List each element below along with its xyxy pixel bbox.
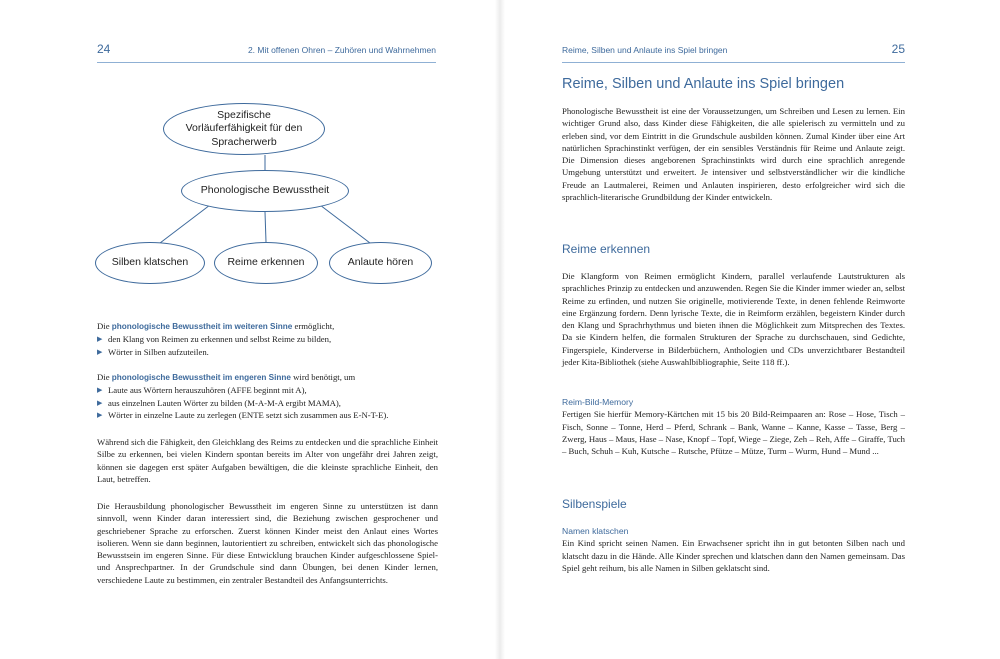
- bullet-triangle-icon: ▶: [97, 410, 103, 419]
- right-header-rule: [562, 62, 905, 63]
- sub-heading-reim-bild-memory: Reim-Bild-Memory: [562, 397, 634, 407]
- diagram-node-silben: Silben klatschen: [95, 242, 205, 284]
- paragraph-text: Ein Kind spricht seinen Namen. Ein Erwachsener spricht ihn in gut betonten Silben nach und klatscht dazu in die Hände. Alle Kinder sprechen und klatschen dann den Namen gemeinsam. Das Spiel geht reihum, bis alle Namen in Silben geklatscht sind.: [562, 538, 905, 573]
- paragraph-text: Die Klangform von Reimen ermöglicht Kindern, parallel verlaufende Lautstrukturen als sprachliches Prinzip zu entdecken und anzuwenden. Regen Sie die Kinder immer wieder an, selbst Reime zu erfinden, und nutzen Sie originelle, motivierende Texte, in denen fehlende Reimworte eine Ergänzung fordern. Denn lyrische Texte, die in Reimform erzählen, begeistern Kinder durch den Klang und Sprachrhythmus und bieten ihnen die Möglichkeit zum Mitsprechen des Textes. Da sie Kindern helfen, die formalen Strukturen der Sprache zu durchschauen, sind Gedichte, Fingerspiele, Kinderverse in Bilderbüchern, Anthologien und CDs unverzichtbarer Bestandteil jeder Kita-Bibliothek (siehe Auswahlbibliographie, Seite 118 ff.).: [562, 271, 905, 368]
- page-title: Reime, Silben und Anlaute ins Spiel bringen: [562, 76, 845, 92]
- list-item: [97, 333, 442, 345]
- namen-klatschen-block: [562, 525, 905, 574]
- list-item: [97, 384, 442, 396]
- diagram-node-middle: Phonologische Bewusstheit: [181, 170, 349, 212]
- wider-intro-after: ermöglicht,: [292, 321, 335, 331]
- right-page-number: 25: [891, 42, 905, 56]
- left-page: [0, 0, 495, 659]
- list-item-text: aus einzelnen Lauten Wörter zu bilden (M-A-M-A ergibt MAMA),: [108, 397, 341, 408]
- bullet-triangle-icon: ▶: [97, 335, 103, 344]
- phonology-diagram: [90, 95, 450, 295]
- diagram-node-anlaute: Anlaute hören: [329, 242, 432, 284]
- narrow-intro-before: Die: [97, 372, 112, 382]
- reim-bild-memory-block: [562, 396, 905, 457]
- wider-intro-before: Die: [97, 321, 112, 331]
- connector-middle-right: [320, 205, 370, 243]
- right-page: [505, 0, 1000, 659]
- section-heading-silben: Silbenspiele: [562, 497, 627, 511]
- connector-middle-left: [160, 205, 210, 243]
- sub-heading-namen-klatschen: Namen klatschen: [562, 526, 629, 536]
- left-running-head-text: 2. Mit offenen Ohren – Zuhören und Wahrnehmen: [247, 45, 436, 55]
- list-item: [97, 346, 442, 358]
- wider-sense-highlight: phonologische Bewusstheit im weiteren Sinne: [111, 322, 293, 331]
- paragraph-text: Die Herausbildung phonologischer Bewusstheit im engeren Sinne zu unterstützen ist dann sinnvoll, wenn Kinder daran interessiert sind, die Beziehung zwischen gesprochener und geschriebener Sprache zu erforschen. Zuerst können Kinder meist den Anlaut eines Wortes isolieren. Wenn sie dann beginnen, lautorientiert zu schreiben, entwickelt sich das phonologische Bewusstsein im engeren Sinne. Für diese Entwicklung brauchen Kinder aufgeschlossene Spiel- und Ansprechpartner. In der Grundschule sind dann Übungen, bei denen Kinder lernen, verschiedene Laute zu bestimmen, ein zentraler Bestandteil des Anfangsunterrichts.: [97, 501, 438, 585]
- right-running-head: [562, 40, 905, 60]
- list-item: [97, 409, 442, 421]
- bullet-triangle-icon: ▶: [97, 386, 103, 395]
- narrow-intro-after: wird benötigt, um: [290, 372, 356, 382]
- right-running-head-text: Reime, Silben und Anlaute ins Spiel bringen: [562, 45, 728, 55]
- book-gutter: [495, 0, 505, 659]
- paragraph-text: Fertigen Sie hierfür Memory-Kärtchen mit 15 bis 20 Bild-Reimpaaren an: Rose – Hose, Tisch – Fisch, Sonne – Tonne, Herd – Pferd, Schrank – Bank, Wanne – Kanne, Kasse – Tasse, Berg – Zwerg, Haus – Maus, Hase – Nase, Knopf – Topf, Wiege – Ziege, Zeh – Reh, Affe – Giraffe, Tuch – Buch, Schuh – Kuh, Kutsche – Rutsche, Pfütze – Mütze, Turm – Wurm, Hund – Mund ...: [562, 409, 905, 457]
- left-paragraph-2: [97, 500, 438, 586]
- reime-paragraph: [562, 270, 905, 368]
- paragraph-text: Phonologische Bewusstheit ist eine der Voraussetzungen, um Schreiben und Lesen zu lernen. Ein wichtiger Grund also, dass Kinder diese Fähigkeiten, die alle spielerisch zu vermitteln und zu erleben sind, vor dem Eintritt in die Grundschule ausbilden können. Zumal Kinder über eine Art natürlichen Sprachinstinkt verfügen, der ein sensibles Verständnis für Reime und Anlaute zeigt. Die Dimension dieses angeborenen Sprachinstinkts wird durch eine sprachlich anregende Umgebung unterstützt und erweitert. Je intensiver und selbstverständlicher wir die kindliche Freude an Lautmalerei, Reimen und Anlauten inspirieren, desto erfolgreicher wird sich die sprachlich-literarische Grundbildung der Kinder entwickeln.: [562, 106, 905, 203]
- left-page-number: 24: [97, 42, 111, 56]
- narrow-sense-intro: [97, 371, 442, 384]
- list-item-text: Wörter in Silben aufzuteilen.: [108, 346, 209, 357]
- left-header-rule: [97, 62, 436, 63]
- wider-sense-list: [97, 333, 442, 358]
- intro-paragraph: [562, 105, 905, 203]
- wider-sense-block: [97, 320, 442, 358]
- left-running-head: [97, 40, 436, 60]
- narrow-sense-block: [97, 371, 442, 421]
- narrow-sense-highlight: phonologische Bewusstheit im engeren Sinne: [111, 373, 291, 382]
- diagram-node-reime: Reime erkennen: [214, 242, 318, 284]
- list-item-text: Wörter in einzelne Laute zu zerlegen (ENTE setzt sich zusammen aus E-N-T-E).: [108, 409, 389, 420]
- list-item-text: den Klang von Reimen zu erkennen und selbst Reime zu bilden,: [108, 334, 332, 345]
- paragraph-text: Während sich die Fähigkeit, den Gleichklang des Reims zu entdecken und die sprachliche Einheit Silbe zu erkennen, bei vielen Kindern spontan bereits im Alter von ungefähr drei Jahren zeigt, können sie dagegen erst später Aufgaben bewältigen, die die kleinste sprachliche Einheit, den Laut, betreffen.: [97, 437, 438, 484]
- left-paragraph-1: [97, 436, 438, 485]
- wider-sense-intro: [97, 320, 442, 333]
- connector-middle-center: [265, 212, 266, 242]
- bullet-triangle-icon: ▶: [97, 398, 103, 407]
- list-item-text: Laute aus Wörtern herauszuhören (AFFE beginnt mit A),: [108, 385, 307, 396]
- list-item: [97, 397, 442, 409]
- bullet-triangle-icon: ▶: [97, 347, 103, 356]
- narrow-sense-list: [97, 384, 442, 421]
- diagram-node-top: Spezifische Vorläuferfähigkeit für den Spracherwerb: [163, 103, 325, 155]
- section-heading-reime: Reime erkennen: [562, 242, 651, 256]
